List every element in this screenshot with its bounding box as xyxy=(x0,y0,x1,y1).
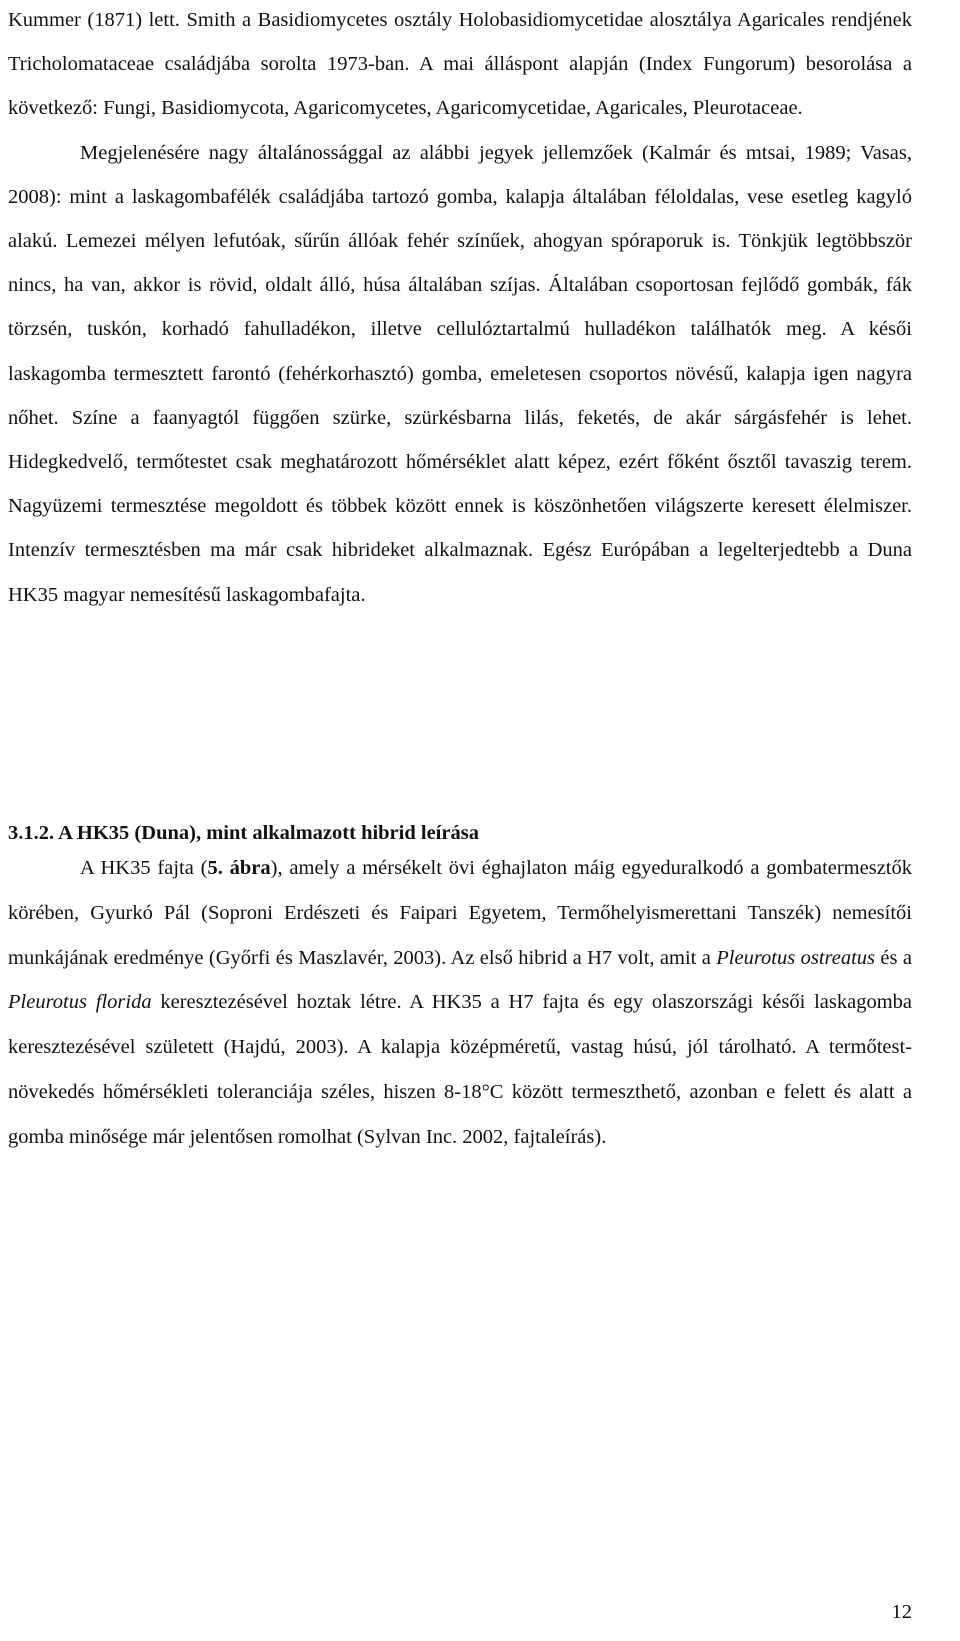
hk35-text-segment: ), amely a mérsékelt övi éghajlaton máig egyeduralkodó a gombatermesztők körében, Gyurkó Pál (Soproni Erdészeti és Faipari Egyetem, Termőhelyismerettani Tanszék) nemesítői munkájának eredménye (Győrfi és Maszlavér, 2003). Az első hibrid a H7 volt, amit a xyxy=(8,857,913,969)
paragraph-description: Megjelenésére nagy általánossággal az alábbi jegyek jellemzőek (Kalmár és mtsai, 1989; Vasas, 2008): mint a laskagombafélék családjába tartozó gomba, kalapja általában féloldalas, vese esetleg kagyló alakú. Lemezei mélyen lefutóak, sűrűn állóak fehér színűek, ahogyan spóraporuk is. Tönkjük legtöbbször nincs, ha van, akkor is rövid, oldalt álló, húsa általában szíjas. Általában csoportosan fejlődő gombák, fák törzsén, tuskón, korhadó fahulladékon, illetve cellulóztartalmú hulladékon találhatók meg. A késői laskagomba termesztett farontó (fehérkorhasztó) gomba, emeletesen csoportos növésű, kalapja igen nagyra nőhet. Színe a faanyagtól függően szürke, szürkésbarna lilás, feketés, de akár sárgásfehér is lehet. Hidegkedvelő, termőtestet csak meghatározott hőmérséklet alatt képez, ezért főként ősztől tavaszig terem. Nagyüzemi termesztése megoldott és többek között ennek is köszönhetően világszerte keresett élelmiszer. Intenzív termesztésben ma már csak hibrideket alkalmaznak. Egész Európában a legelterjedtebb a Duna HK35 magyar nemesítésű laskagombafajta. xyxy=(8,141,912,606)
hk35-text-segment: keresztezésével hoztak létre. A HK35 a H7 fajta és egy olaszországi késői laskagomba keresztezésével született (Hajdú, 2003). A kalapja középméretű, vastag húsú, jól tárolható. A termőtest-növekedés hőmérsékleti toleranciája széles, hiszen 8-18°C között termeszthető, azonban e felett és alatt a gomba minősége már jelentősen romolhat (Sylvan Inc. 2002, fajtaleírás). xyxy=(8,991,912,1148)
species-name: Pleurotus florida xyxy=(8,991,152,1014)
hk35-text-segment: A HK35 fajta ( xyxy=(80,857,208,879)
paragraph-taxonomy-lead: Kummer (1871) lett. Smith a Basidiomycetes osztály Holobasidiomycetidae alosztálya Agaricales rendjének Tricholomataceae családjába sorolta 1973-ban. A mai álláspont alapján (Index Fungorum) besorolása a következő: Fungi, Basidiomycota, Agaricomycetes, Agaricomycetidae, Agaricales, Pleurotaceae. xyxy=(8,9,912,120)
page-number: 12 xyxy=(891,1601,912,1623)
paragraph-hk35-description xyxy=(8,846,912,1160)
paragraph-taxonomy xyxy=(8,0,912,617)
species-name: Pleurotus ostreatus xyxy=(716,946,876,969)
section-heading-3-1-2: 3.1.2. A HK35 (Duna), mint alkalmazott hibrid leírása xyxy=(8,822,479,844)
hk35-text-segment: és a xyxy=(875,946,912,969)
figure-reference[interactable]: 5. ábra xyxy=(207,857,271,879)
